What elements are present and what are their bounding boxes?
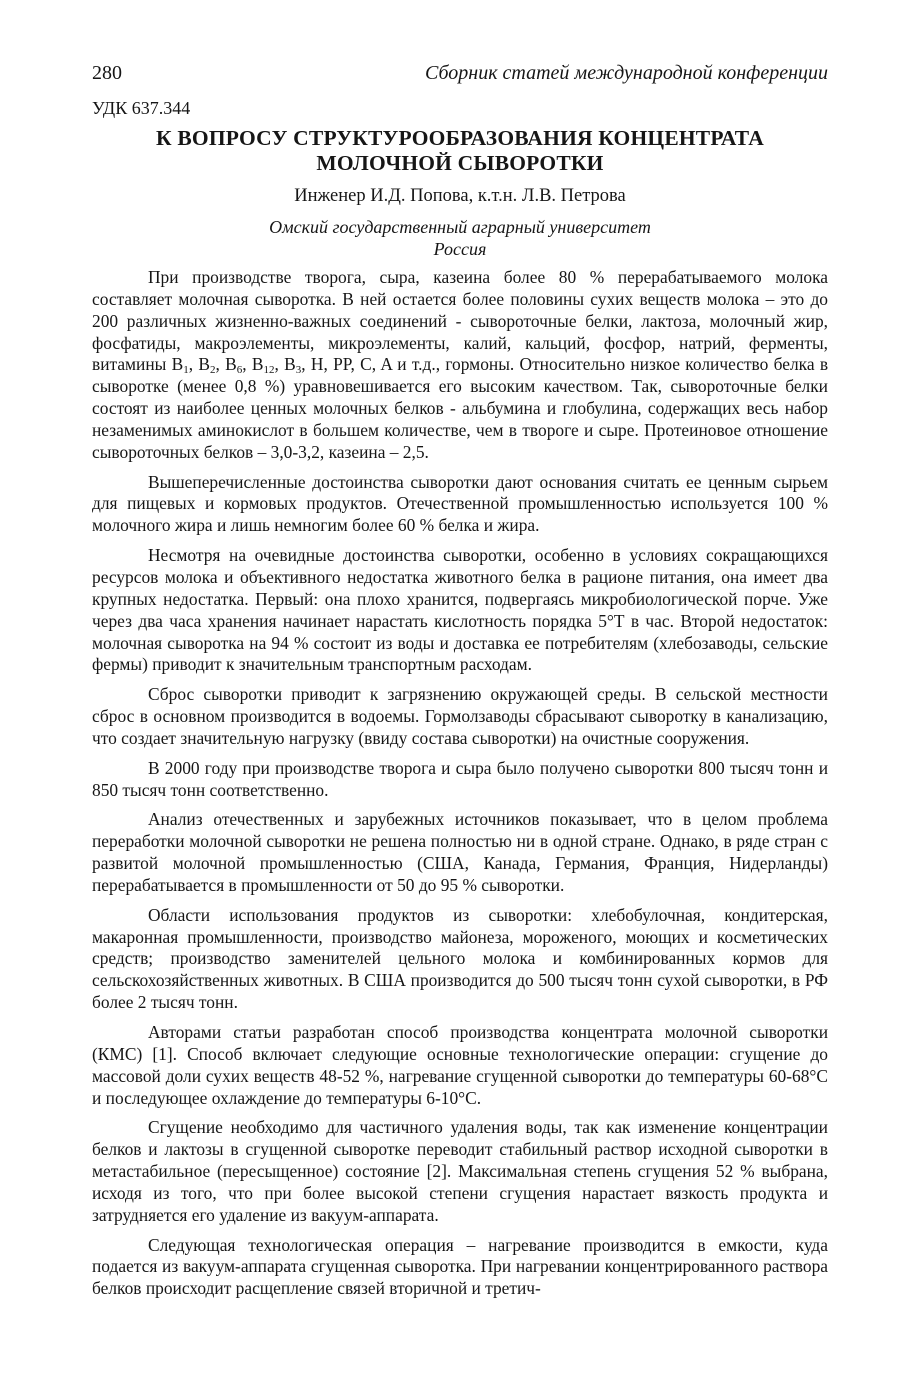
running-title: Сборник статей международной конференции: [425, 62, 828, 84]
paragraph: Несмотря на очевидные достоинства сыворотки, особенно в условиях сокращающихся ресурсов молока и объективного недостатка животного белка в рационе питания, она имеет два крупных недостатка. Первый: она плохо хранится, подвергаясь микробиологической порче. Уже через два часа хранения начинает нарастать кислотность порядка 5°Т в час. Второй недостаток: молочная сыворотка на 94 % состоит из воды и доставка ее потребителям (хлебозаводы, сельские фермы) приводит к значительным транспортным расходам.: [92, 545, 828, 675]
affiliation: [92, 216, 828, 260]
title-line-2: МОЛОЧНОЙ СЫВОРОТКИ: [316, 151, 604, 175]
paragraph: Следующая технологическая операция – нагревание производится в емкости, куда подается из вакуум-аппарата сгущенная сыворотка. При нагревании концентрированного раствора белков происходит расщепление связей вторичной и третич-: [92, 1234, 828, 1299]
authors: Инженер И.Д. Попова, к.т.н. Л.В. Петрова: [294, 186, 626, 206]
page-number: 280: [92, 62, 122, 84]
paragraph: В 2000 году при производстве творога и сыра было получено сыворотки 800 тысяч тонн и 850 тысяч тонн соответственно.: [92, 757, 828, 800]
paragraph: Авторами статьи разработан способ производства концентрата молочной сыворотки (КМС) [1]. Способ включает следующие основные технологические операции: сгущение до массовой доли сухих веществ 48-52 %, нагревание сгущенной сыворотки до температуры 60-68°С и последующее охлаждение до температуры 6-10°С.: [92, 1022, 828, 1108]
country: Россия: [433, 239, 487, 259]
article-title: [92, 126, 828, 176]
title-line-1: К ВОПРОСУ СТРУКТУРООБРАЗОВАНИЯ КОНЦЕНТРАТА: [156, 126, 764, 150]
article-body: [92, 267, 828, 1308]
paragraph: При производстве творога, сыра, казеина более 80 % перерабатываемого молока составляет молочная сыворотка. В ней остается более половины сухих веществ молока – это до 200 различных жизненно-важных соединений - сывороточные белки, лактоза, молочный жир, фосфатиды, макроэлементы, микроэлементы, калий, кальций, фосфор, натрий, ферменты, витамины $B_1$, $B_2$, $B_6$, $B_{12}$, $B_3$, H, PP, C, A и т.д., гормоны. Относительно низкое количество белка в сыворотке (менее 0,8 %) уравновешивается его высоким качеством. Так, сывороточные белки состоят из наиболее ценных молочных белков - альбумина и глобулина, содержащих весь набор незаменимых аминокислот в большем количестве, чем в твороге и сыре. Протеиновое отношение сывороточных белков – 3,0-3,2, казеина – 2,5.: [92, 267, 829, 462]
paragraph: Сброс сыворотки приводит к загрязнению окружающей среды. В сельской местности сброс в основном производится в водоемы. Гормолзаводы сбрасывают сыворотку в канализацию, что создает значительную нагрузку (ввиду состава сыворотки) на очистные сооружения.: [92, 684, 828, 748]
udk-code: УДК 637.344: [92, 98, 191, 118]
institution: Омский государственный аграрный университет: [269, 217, 651, 237]
page-header: [92, 62, 828, 90]
paragraph: Сгущение необходимо для частичного удаления воды, так как изменение концентрации белков и лактозы в сгущенной сыворотке переводит стабильный раствор исходной сыворотки в метастабильное (пересыщенное) состояние [2]. Максимальная степень сгущения 52 % выбрана, исходя из того, что при более высокой степени сгущения нарастает вязкость продукта и затрудняется его удаление из вакуум-аппарата.: [92, 1117, 828, 1225]
paragraph: Области использования продуктов из сыворотки: хлебобулочная, кондитерская, макаронная промышленности, производство майонеза, мороженого, моющих и косметических средств; производство заменителей цельного молока и комбинированных кормов для сельскохозяйственных животных. В США производится до 500 тысяч тонн сухой сыворотки, в РФ более 2 тысяч тонн.: [92, 904, 828, 1013]
paragraph: Вышеперечисленные достоинства сыворотки дают основания считать ее ценным сырьем для пищевых и кормовых продуктов. Отечественной промышленностью используется 100 % молочного жира и лишь немногим более 60 % белка и жира.: [92, 471, 828, 536]
paragraph: Анализ отечественных и зарубежных источников показывает, что в целом проблема переработки молочной сыворотки не решена полностью ни в одной стране. Однако, в ряде стран с развитой молочной промышленностью (США, Канада, Германия, Франция, Нидерланды) перерабатывается в промышленности от 50 до 95 % сыворотки.: [92, 809, 828, 895]
